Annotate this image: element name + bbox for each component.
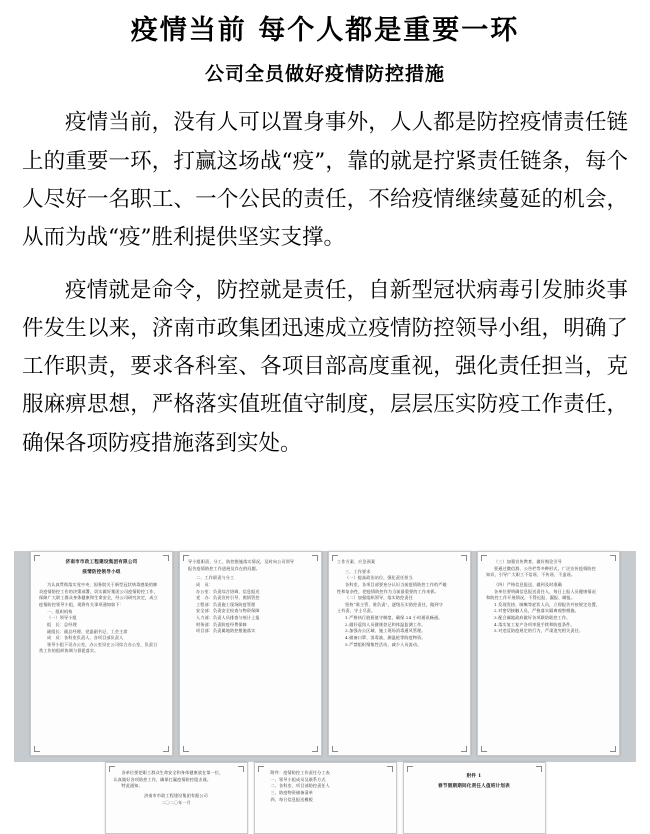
thumb-text-line: 成 员：	[196, 581, 213, 587]
corner-mark-icon	[461, 746, 467, 752]
document-thumbnail-gallery	[0, 551, 650, 834]
corner-mark-icon	[332, 555, 338, 561]
corner-mark-icon	[34, 555, 40, 561]
thumb-text-line: 各单位要把职工群众生命安全和身体健康放在第一位，	[121, 770, 224, 775]
thumb-text-line: 为认真贯彻落实党中央、国务院关于新型冠状病毒感染的肺	[47, 582, 158, 588]
corner-mark-icon	[536, 766, 542, 772]
thumb-text-line: 和防控工作开展情况，不得迟报、漏报、瞒报。	[486, 595, 576, 601]
thumb-title-line: 疫情防控领导小组	[82, 570, 121, 576]
document-page	[0, 14, 650, 834]
thumb-text-line: 5.对违反防疫规定的行为，严肃追究相关责任。	[494, 628, 584, 634]
page-title: 疫情当前 每个人都是重要一环	[130, 15, 520, 46]
thumb-text-line: 知识，引导广大职工不信谣、不传谣、不造谣。	[486, 572, 576, 578]
thumb-text-line: 土有责、守土尽责。	[337, 608, 376, 614]
corner-mark-icon	[312, 746, 318, 752]
thumb-text-line: 人力部：负责人员排查与统计上报	[196, 615, 260, 620]
thumb-text-line: 4.储备口罩、消毒液、测温枪等防疫物资。	[345, 634, 426, 640]
thumb-text-line: 安全部：负责安全检查与物资保障	[196, 608, 260, 614]
thumb-title-line: 济南市市政工程建设集团有限公司	[65, 560, 138, 565]
thumb-text-line: 二〇二〇年一月	[161, 799, 191, 805]
corner-mark-icon	[461, 555, 467, 561]
corner-mark-icon	[312, 555, 318, 561]
thumb-text-line: 3.加强办公区域、施工现场消毒通风管理。	[345, 628, 426, 634]
thumb-text-line: 附件：疫情防控工作责任分工表	[270, 770, 330, 775]
thumb-text-line: 四、每日信息报送模板	[270, 796, 313, 802]
thumb-text-line: 1.发现发热、咳嗽等症状人员，立即报告并按规定处置。	[494, 601, 601, 607]
thumb-text-line: 坚持“谁主管、谁负责”，逐级压实防控责任，做到守	[345, 601, 443, 607]
thumbnail-doc-7[interactable]	[403, 762, 546, 834]
thumb-text-line: 性和复杂性，把疫情防控作为当前最重要的工作来抓。	[337, 588, 439, 594]
thumb-text-line: 工程部：负责施工现场防疫管理	[196, 601, 256, 607]
thumbnail-doc-4[interactable]	[477, 551, 620, 756]
corner-mark-icon	[610, 555, 616, 561]
thumb-text-line: （二）加强组织领导，落实防控责任	[345, 595, 413, 601]
thumb-text-line: 财务部：负责防疫经费保障	[196, 621, 247, 627]
corner-mark-icon	[610, 746, 616, 752]
corner-mark-icon	[163, 555, 169, 561]
thumb-text-line: 报告疫情防控工作进展及存在的问题。	[188, 565, 261, 571]
thumb-title-line: 春节假期期间化责任人值班计划表	[438, 784, 510, 790]
thumb-text-line: 成 员：各科室负责人、各项目部负责人	[47, 635, 124, 641]
corner-mark-icon	[109, 766, 115, 772]
gallery-row-2	[14, 762, 636, 834]
thumb-text-line: 三、防疫物资储备清单	[270, 789, 313, 795]
thumb-text-line: 项目部：负责属地防控措施落实	[196, 628, 256, 634]
thumb-text-line: 各单位要明确信息报送责任人，每日上报人员健康情况	[494, 588, 596, 594]
corner-mark-icon	[183, 746, 189, 752]
thumb-text-line: 4.落实复工复产各项审批手续和防疫条件。	[494, 621, 575, 627]
thumb-text-line: 领导小组下设办公室，办公室设在公司综合办公室，负责日	[47, 641, 158, 647]
paragraph-1: 疫情当前，没有人可以置身事外，人人都是防控疫情责任链上的重要一环，打赢这场战“疫”，靠的就是拧紧责任链条，每个人尽好一名职工、一个公民的责任，不给疫情继续蔓延的机会，从而为战“疫”胜利提供坚实支撑。	[22, 110, 628, 251]
thumb-text-line: 保障广大职工群众身体健康和生命安全，经公司研究决定，成立	[39, 595, 158, 601]
thumb-text-line: 三、工作要求	[345, 568, 371, 574]
corner-mark-icon	[183, 555, 189, 561]
paragraph-2: 疫情就是命令，防控就是责任，自新型冠状病毒引发肺炎事件发生以来，济南市政集团迅速成立疫情防控领导小组，明确了工作职责，要求各科室、各项目部高度重视，强化责任担当，克服麻痹思想，严格落实值班值守制度，层层压实防疫工作责任，确保各项防疫措施落到实处。	[22, 277, 628, 456]
thumb-text-line: （四）严格信息报送，做到及时准确	[494, 581, 562, 587]
page-subtitle: 公司全员做好疫情防控措施	[204, 62, 445, 85]
corner-mark-icon	[163, 746, 169, 752]
thumb-text-line: 要通过微信群、公告栏等多种形式，广泛宣传疫情防控	[494, 565, 596, 571]
thumb-text-line: 一、领导小组成员及联系方式	[270, 776, 326, 782]
corner-mark-icon	[332, 746, 338, 752]
corner-mark-icon	[407, 766, 413, 772]
thumb-text-line: 2.对密切接触人员，严格落实隔离观察措施。	[494, 608, 579, 614]
thumb-text-line: 常工作的组织协调与督促落实。	[39, 648, 99, 654]
thumb-text-line: （一）领导小组	[47, 615, 77, 621]
thumbnail-doc-2[interactable]	[179, 551, 322, 756]
thumb-text-line: 疫情防控领导小组，现将有关事项通知如下：	[39, 602, 124, 608]
thumb-text-line: 二、工作职责与分工	[196, 575, 235, 581]
gallery-row-1	[14, 551, 636, 756]
thumb-text-line: 5.严禁组织聚集性活动，减少人员流动。	[345, 641, 422, 647]
thumb-text-line: 办公室：负责综合协调、信息报送	[196, 588, 260, 594]
corner-mark-icon	[238, 766, 244, 772]
corner-mark-icon	[258, 766, 264, 772]
thumb-text-line: 一、组织机构	[47, 608, 73, 614]
thumb-text-line: 济南市市政工程建设集团有限公司	[144, 792, 208, 798]
thumb-text-line: 2.做好返岗人员健康登记和体温监测工作。	[345, 621, 426, 627]
corner-mark-icon	[387, 766, 393, 772]
thumb-text-line: 特此通知。	[121, 783, 143, 789]
thumb-text-line: 认真做好各项防控工作，确保打赢疫情防控阻击战。	[113, 776, 212, 782]
thumb-text-line: 副组长：副总经理、党委副书记、工会主席	[47, 628, 128, 634]
thumb-title-line: 附件 1	[466, 774, 482, 779]
thumb-text-line: 组 长：总经理	[47, 621, 77, 627]
corner-mark-icon	[34, 746, 40, 752]
thumb-text-line: 各科室、各项目部要充分认识当前疫情防控工作的严峻	[345, 581, 447, 587]
thumb-text-line: 1.严格执行值班值守制度，确保 24 小时通讯畅通。	[345, 615, 443, 620]
thumbnail-doc-5[interactable]	[105, 762, 248, 834]
thumb-text-line: 二、各科室、项目部防控责任人	[270, 783, 330, 789]
thumbnail-doc-6[interactable]	[254, 762, 397, 834]
thumb-text-line: （一）提高政治站位，强化责任担当	[345, 575, 413, 581]
thumb-text-line: 3.配合属地政府做好各项联防联控工作。	[494, 615, 571, 620]
thumb-text-line: 党 办：负责宣传引导、舆情管控	[196, 595, 260, 601]
thumb-text-line: 工作方案、应急预案	[337, 559, 376, 564]
thumbnail-doc-1[interactable]	[30, 551, 173, 756]
thumbnail-doc-3[interactable]	[328, 551, 471, 756]
thumb-text-line: 导小组职责、分工、防控措施落实情况，及时向公司领导	[188, 559, 295, 564]
corner-mark-icon	[481, 746, 487, 752]
corner-mark-icon	[481, 555, 487, 561]
article-body	[0, 104, 650, 462]
thumb-text-line: （三）加强宣传教育，做好舆论引导	[494, 559, 562, 564]
thumb-text-line: 炎疫情防控工作的决策部署，切实做好集团公司疫情防控工作，	[39, 588, 158, 594]
